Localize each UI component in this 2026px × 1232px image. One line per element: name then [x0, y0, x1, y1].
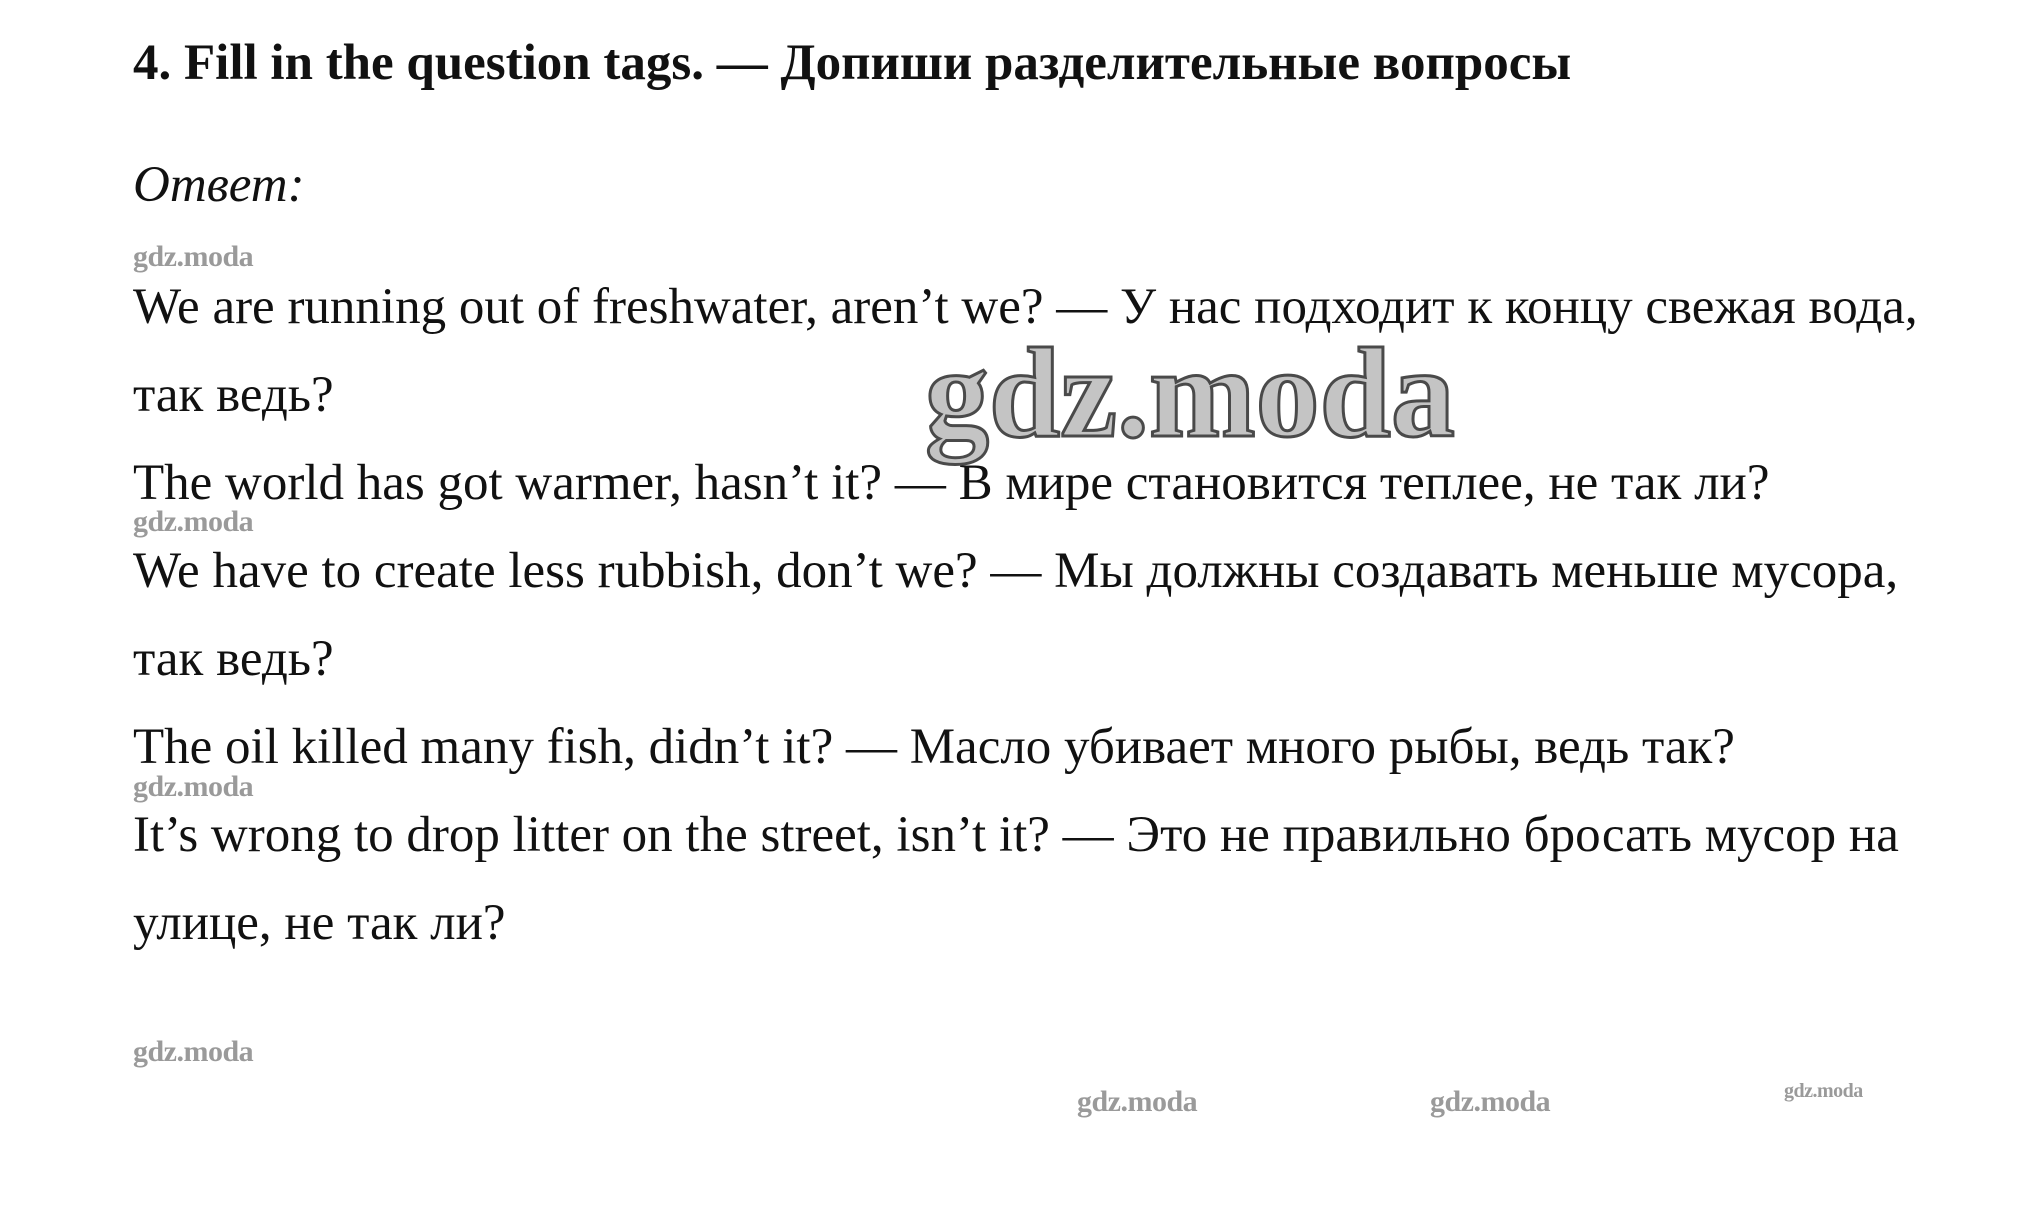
watermark: gdz.moda — [133, 770, 254, 803]
watermark: gdz.moda — [133, 1035, 254, 1068]
watermark: gdz.moda — [1430, 1085, 1551, 1118]
answer-item: It’s wrong to drop litter on the street, isn’t it? — Это не правильно бросать мусор на улице, не так ли? — [133, 807, 1899, 951]
answer-item: We have to create less rubbish, don’t we? — Мы должны создавать меньше мусора, так ведь? — [133, 543, 1899, 687]
answer-item: The world has got warmer, hasn’t it? — В мире становится теплее, не так ли? — [133, 455, 1770, 511]
watermark-large: gdz.moda — [925, 322, 1455, 464]
watermark: gdz.moda — [133, 505, 254, 538]
watermark: gdz.moda — [1077, 1085, 1198, 1118]
watermark: gdz.moda — [1784, 1080, 1863, 1102]
watermark: gdz.moda — [133, 240, 254, 273]
answer-label: Ответ: — [133, 157, 305, 213]
answer-item: We are running out of freshwater, aren’t we? — У нас подходит к концу свежая вода, так ведь? — [133, 279, 1918, 423]
answer-item: The oil killed many fish, didn’t it? — Масло убивает много рыбы, ведь так? — [133, 719, 1735, 775]
exercise-heading: 4. Fill in the question tags. — Допиши разделительные вопросы — [133, 35, 1572, 91]
